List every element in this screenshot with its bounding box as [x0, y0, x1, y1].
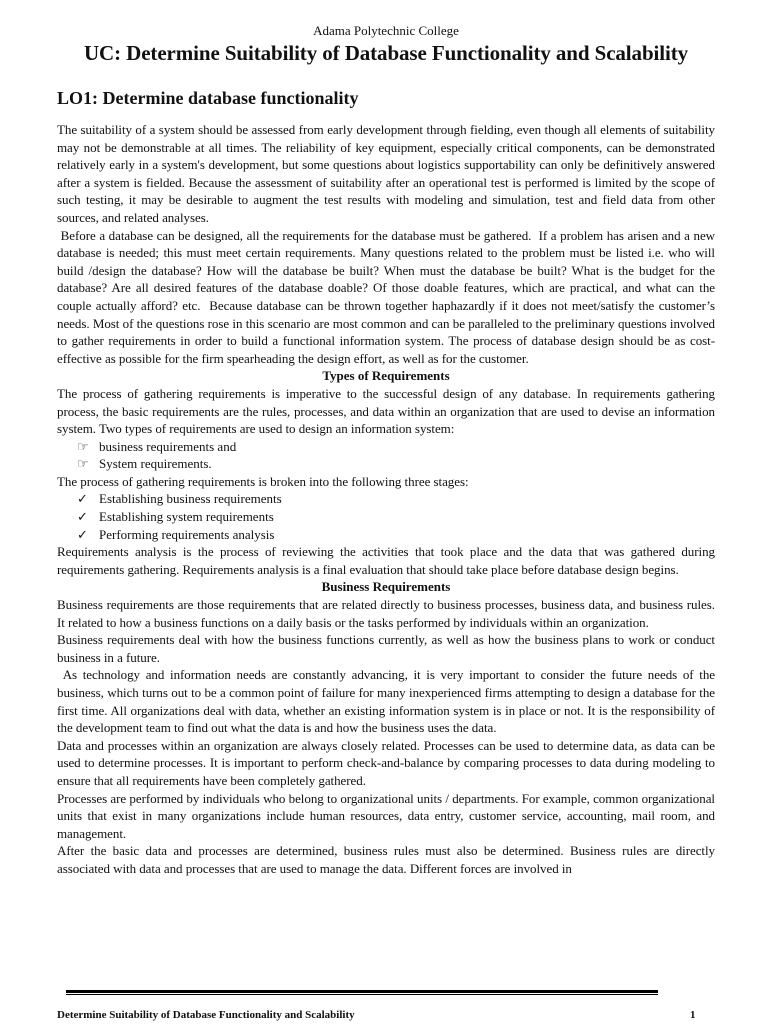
- footer-title: Determine Suitability of Database Functionality and Scalability: [57, 1009, 355, 1021]
- pointing-hand-icon: ☞: [77, 438, 89, 454]
- unit-title: UC: Determine Suitability of Database Functionality and Scalability: [83, 41, 689, 65]
- paragraph-organizational-units: Processes are performed by individuals who belong to organizational units / departments. For example, common organizational units that exist in many organizations include human resources, data entry, customer service, accounting, mail room, and management.: [57, 790, 715, 841]
- paragraph-gathering: The process of gathering requirements is imperative to the successful design of any database. In requirements gathering process, the basic requirements are the rules, processes, and data within an organization that are used to devise an information system. Two types of requirements are used to design an information system:: [57, 385, 715, 437]
- paragraph-business-definition: Business requirements are those requirements that are related directly to business processes, business data, and business rules. It related to how a business functions on a daily basis or the tasks performed by individuals within an organization.: [57, 597, 715, 630]
- list-item-label: Establishing system requirements: [99, 509, 274, 525]
- paragraph-requirements-intro: Before a database can be designed, all the requirements for the database must be gathered. If a problem has arisen and a new database is needed; this must meet certain requirements. Many questions related to the problem must be listed i.e. who will build /design the database? How will the database be built? When must the database be built? What is the budget for the database? Are all desired features of the database doable? Of those doable features, which are practical, and what can the couple actually afford? etc. Because database can be thrown together haphazardly if it does not meet/satisfy the customer’s needs. Most of the questions rose in this scenario are most common and can be paralleled to the preliminary questions involved to gather requirements in order to build a functional information system. The process of database design should be as cost-effective as possible for the firm spearheading the design effort, as well as for the customer.: [57, 227, 719, 366]
- footer-divider: [66, 990, 658, 993]
- stages-list: [57, 490, 715, 543]
- paragraph-data-processes: Data and processes within an organization are always closely related. Processes can be used to determine data, as data can be used to determine processes. It is important to perform check-and-balance by comparing processes to data during modeling to ensure that all requirements have been completely gathered.: [57, 737, 715, 788]
- list-item-label: Performing requirements analysis: [99, 526, 275, 542]
- paragraph-stages: The process of gathering requirements is broken into the following three stages:: [57, 473, 469, 489]
- paragraph-business-rules: After the basic data and processes are determined, business rules must also be determined. Business rules are directly associated with data and processes that are used to manage the data. Different forces are involved in: [57, 843, 715, 876]
- list-item: [77, 455, 715, 473]
- institution-name: Adama Polytechnic College: [313, 23, 459, 38]
- requirement-types-list: [57, 438, 715, 473]
- list-item: [77, 526, 715, 544]
- paragraph-technology-needs: As technology and information needs are constantly advancing, it is very important to consider the future needs of the business, which turns out to be a common point of failure for many inexperienced firms attempting to design a database for the first time. All organizations deal with data, whether an existing information system is in place or not. It is the responsibility of the development team to find out what the data is and how the business uses the data.: [57, 667, 719, 736]
- paragraph-business-current: Business requirements deal with how the business functions currently, as well as how the business plans to work or conduct business in a future.: [57, 632, 715, 665]
- list-item-label: Establishing business requirements: [99, 491, 282, 507]
- business-requirements-heading: Business Requirements: [321, 579, 451, 595]
- list-item-label: System requirements.: [99, 456, 212, 472]
- pointing-hand-icon: ☞: [77, 456, 89, 472]
- document-page: [57, 22, 719, 878]
- footer-divider-thin: [66, 994, 658, 995]
- page-number: 1: [690, 1009, 696, 1021]
- paragraph-requirements-analysis: Requirements analysis is the process of reviewing the activities that took place and the data that was gathered during requirements gathering. Requirements analysis is a final evaluation that should take place before database design begins.: [57, 544, 715, 577]
- paragraph-suitability: The suitability of a system should be assessed from early development through fielding, even though all elements of suitability may not be demonstrable at all times. The reliability of key equipment, especially critical components, can be demonstrated relatively early in a system's development, but some questions about logistics supportability can only be definitively answered after a system is fielded. Because the assessment of suitability after an operational test is performed is limited by the scope of such testing, it may be desirable to augment the test results with modeling and simulation, test and field data from other sources, and related analyses.: [57, 122, 715, 225]
- list-item: [77, 438, 715, 456]
- learning-outcome-heading: LO1: Determine database functionality: [57, 88, 359, 108]
- checkmark-icon: ✓: [77, 491, 88, 507]
- checkmark-icon: ✓: [77, 526, 88, 542]
- types-of-requirements-heading: Types of Requirements: [322, 368, 450, 384]
- list-item: [77, 508, 715, 526]
- list-item: [77, 490, 715, 508]
- list-item-label: business requirements and: [99, 438, 237, 454]
- checkmark-icon: ✓: [77, 509, 88, 525]
